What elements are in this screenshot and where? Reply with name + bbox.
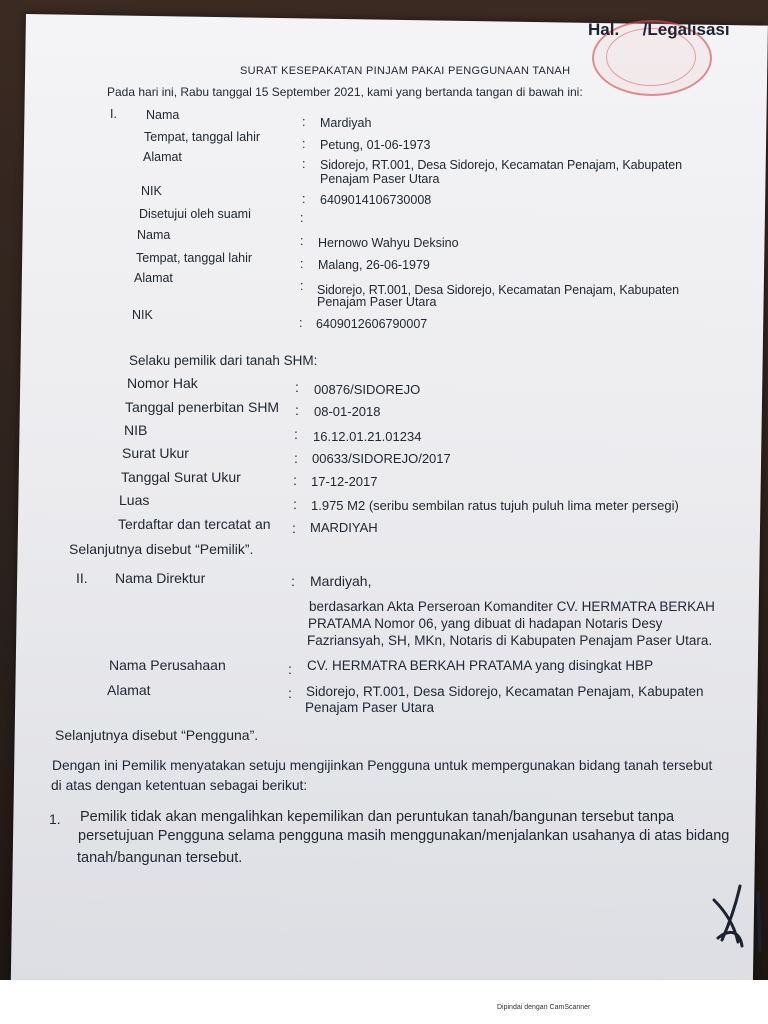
user-closing: Selanjutnya disebut “Pengguna”. [55,727,259,743]
husband-address-colon: : [300,279,304,293]
shm-issue-date-label: Tanggal penerbitan SHM [125,399,280,415]
shm-registered-label: Terdaftar dan tercatat an [118,516,271,532]
section-1-number: I. [110,107,117,121]
stamp-legalisasi: /Legalisasi [642,20,730,39]
husband-nik-label: NIK [132,308,153,322]
owner-address-colon: : [302,157,306,171]
shm-issue-date-value: 08-01-2018 [314,404,381,419]
owner-nik-label: NIK [141,184,162,198]
owner-address-value-line2: Penajam Paser Utara [320,172,440,186]
owner-birth-label: Tempat, tanggal lahir [144,130,261,144]
stamp-heading [588,20,730,40]
owner-birth-value: Petung, 01-06-1973 [320,138,431,152]
shm-surat-ukur-value: 00633/SIDOREJO/2017 [312,451,451,466]
shm-issue-date-colon: : [295,402,299,418]
deed-line-3: Fazriansyah, SH, MKn, Notaris di Kabupaten Penajam Paser Utara. [307,633,713,648]
company-address-label: Alamat [107,682,151,698]
husband-birth-label: Tempat, tanggal lahir [136,251,253,265]
shm-intro: Selaku pemilik dari tanah SHM: [129,353,318,368]
husband-address-value-line2: Penajam Paser Utara [317,295,437,309]
director-label: Nama Direktur [115,570,206,586]
agreement-line-2: di atas dengan ketentuan sebagai berikut: [51,778,308,793]
shm-nomor-hak-colon: : [295,379,299,395]
husband-birth-colon: : [300,257,304,271]
shm-surat-ukur-date-colon: : [293,472,297,488]
husband-address-label: Alamat [134,271,173,285]
shm-nomor-hak-value: 00876/SIDOREJO [314,382,421,397]
shm-registered-colon: : [292,520,296,536]
owner-closing: Selanjutnya disebut “Pemilik”. [69,541,254,557]
shm-nomor-hak-label: Nomor Hak [127,375,198,391]
signature-initials [700,878,768,958]
owner-name-colon: : [302,115,306,129]
company-name-colon: : [288,661,292,677]
company-address-colon: : [288,685,292,701]
clause-1-line-1: Pemilik tidak akan mengalihkan kepemilikan dan peruntukan tanah/bangunan tersebut tanpa [80,809,675,825]
director-colon: : [291,573,295,589]
husband-nik-colon: : [299,316,303,330]
scanner-footer: Dipindai dengan CamScanner [497,1004,591,1011]
company-name-value: CV. HERMATRA BERKAH PRATAMA yang disingkat HBP [307,658,654,673]
husband-name-value: Hernowo Wahyu Deksino [318,236,459,250]
shm-surat-ukur-date-value: 17-12-2017 [311,474,378,489]
husband-consent-colon: : [300,211,304,225]
intro-text: Pada hari ini, Rabu tanggal 15 September 2021, kami yang bertanda tangan di bawah ini: [107,85,583,99]
owner-name-value: Mardiyah [320,116,372,130]
stamp-hal: Hal. [588,20,620,39]
owner-address-label: Alamat [143,150,182,164]
husband-name-label: Nama [137,228,171,242]
owner-nik-colon: : [302,192,306,206]
shm-surat-ukur-colon: : [294,450,298,466]
shm-nib-value: 16.12.01.21.01234 [313,429,422,444]
section-2-number: II. [76,570,88,586]
owner-birth-colon: : [302,137,306,151]
husband-consent-label: Disetujui oleh suami [139,207,251,221]
director-value: Mardiyah, [310,573,372,589]
shm-surat-ukur-date-label: Tanggal Surat Ukur [121,469,241,485]
clause-1-line-2: persetujuan Pengguna selama pengguna masih menggunakan/menjalankan usahanya di atas bidang [78,828,730,844]
husband-name-colon: : [300,234,304,248]
owner-address-value: Sidorejo, RT.001, Desa Sidorejo, Kecamatan Penajam, Kabupaten [320,158,682,172]
shm-nib-label: NIB [124,422,148,438]
husband-nik-value: 6409012606790007 [316,317,428,331]
shm-area-label: Luas [119,492,150,508]
deed-line-2: PRATAMA Nomor 06, yang dibuat di hadapan Notaris Desy [308,616,663,631]
husband-address-value: Sidorejo, RT.001, Desa Sidorejo, Kecamatan Penajam, Kabupaten [317,283,679,297]
shm-surat-ukur-label: Surat Ukur [122,445,189,461]
company-address-value-line2: Penajam Paser Utara [305,700,435,715]
clause-1-number: 1. [49,811,61,827]
owner-nik-value: 6409014106730008 [320,193,432,207]
company-address-value: Sidorejo, RT.001, Desa Sidorejo, Kecamatan Penajam, Kabupaten [306,684,704,699]
shm-registered-value: MARDIYAH [310,520,378,535]
shm-area-value: 1.975 M2 (seribu sembilan ratus tujuh puluh lima meter persegi) [311,498,679,513]
agreement-line-1: Dengan ini Pemilik menyatakan setuju mengijinkan Pengguna untuk mempergunakan bidang tanah tersebut [52,758,713,773]
husband-birth-value: Malang, 26-06-1979 [318,258,430,272]
deed-line-1: berdasarkan Akta Perseroan Komanditer CV. HERMATRA BERKAH [309,599,715,614]
shm-area-colon: : [293,496,297,512]
company-name-label: Nama Perusahaan [109,657,226,673]
document-title: SURAT KESEPAKATAN PINJAM PAKAI PENGGUNAAN TANAH [240,65,571,77]
shm-nib-colon: : [294,426,298,442]
clause-1-line-3: tanah/bangunan tersebut. [77,850,243,866]
owner-name-label: Nama [146,108,180,122]
